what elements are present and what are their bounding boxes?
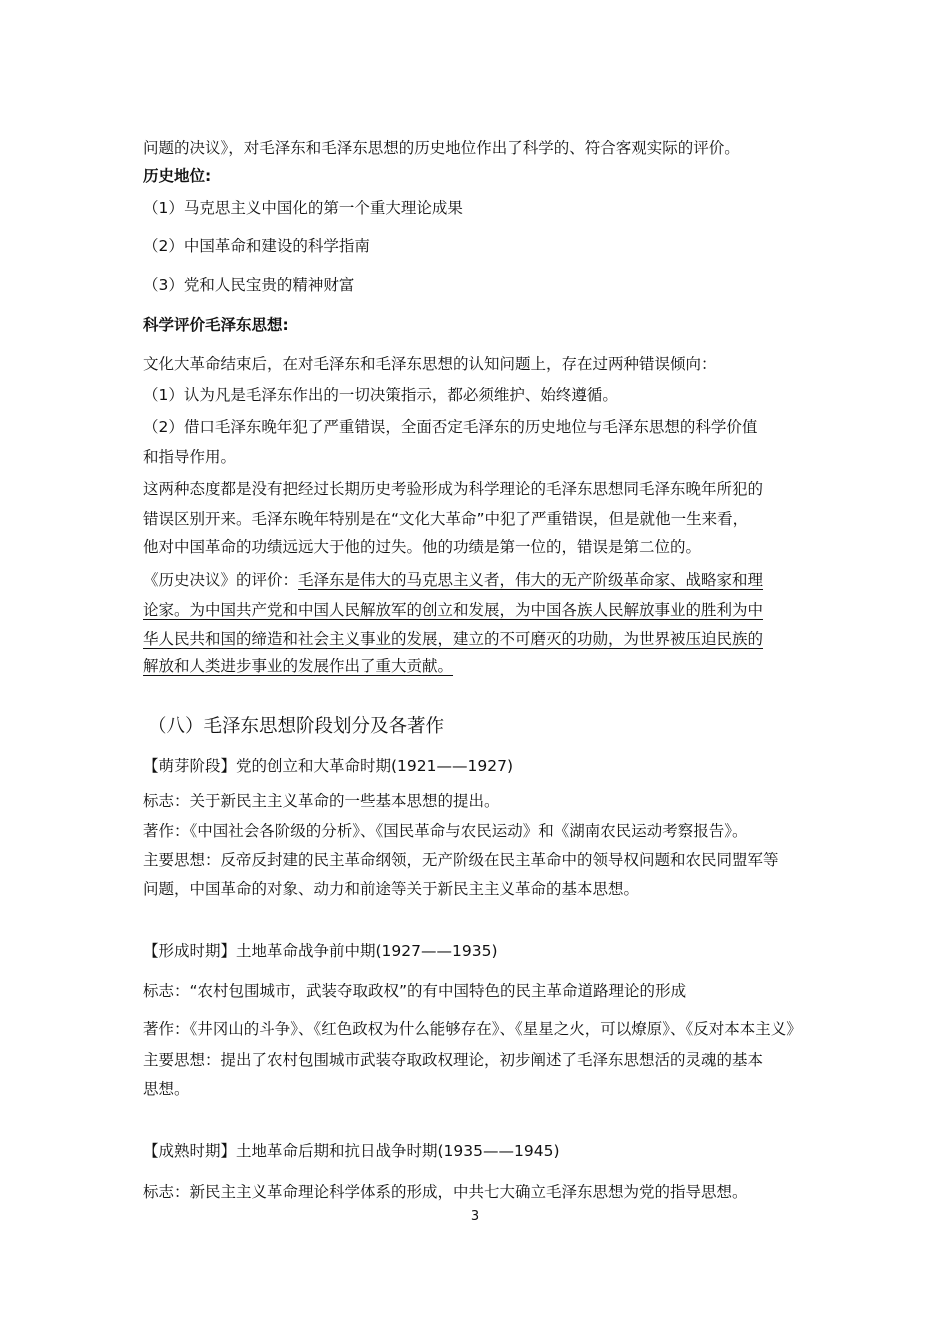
text-line: 主要思想：反帝反封建的民主革命纲领，无产阶级在民主革命中的领导权问题和农民同盟军等 (143, 851, 779, 869)
underlined-quote: 解放和人类进步事业的发展作出了重大贡献。 (143, 657, 454, 675)
heading-historical-status: 历史地位: (143, 167, 212, 185)
section-heading: （八）毛泽东思想阶段划分及各著作 (148, 716, 445, 737)
list-item: （2）中国革命和建设的科学指南 (143, 237, 370, 255)
text-line: 他对中国革命的功绩远远大于他的过失。他的功绩是第一位的，错误是第二位的。 (143, 538, 702, 556)
underlined-quote: 毛泽东是伟大的马克思主义者，伟大的无产阶级革命家、战略家和理 (298, 571, 764, 589)
stage-title: 【成熟时期】土地革命后期和抗日战争时期(1935——1945) (143, 1142, 560, 1160)
list-item: （1）马克思主义中国化的第一个重大理论成果 (143, 199, 463, 217)
text-line: 著作：《井冈山的斗争》、《红色政权为什么能够存在》、《星星之火，可以燎原》、《反对本本主义》 (143, 1020, 802, 1038)
underlined-quote: 论家。为中国共产党和中国人民解放军的创立和发展，为中国各族人民解放事业的胜利为中 (143, 601, 764, 619)
list-item: （1）认为凡是毛泽东作出的一切决策指示，都必须维护、始终遵循。 (143, 386, 618, 404)
page-number: 3 (470, 1209, 480, 1224)
text-line: 这两种态度都是没有把经过长期历史考验形成为科学理论的毛泽东思想同毛泽东晚年所犯的 (143, 480, 764, 498)
text-line (143, 570, 763, 590)
text-line: 标志：关于新民主主义革命的一些基本思想的提出。 (143, 792, 500, 810)
text-line: 和指导作用。 (143, 448, 237, 466)
underlined-quote: 华人民共和国的缔造和社会主义事业的发展，建立的不可磨灭的功勋，为世界被压迫民族的 (143, 630, 764, 648)
resolution-lead: 《历史决议》的评价： (143, 571, 299, 589)
text-line: 问题的决议》，对毛泽东和毛泽东思想的历史地位作出了科学的、符合客观实际的评价。 (143, 139, 740, 157)
text-line: 思想。 (143, 1080, 190, 1098)
stage-title: 【形成时期】土地革命战争前中期(1927——1935) (143, 942, 498, 960)
heading-scientific-evaluation: 科学评价毛泽东思想: (143, 316, 289, 334)
text-line: 标志：新民主主义革命理论科学体系的形成，中共七大确立毛泽东思想为党的指导思想。 (143, 1183, 748, 1201)
text-line: 主要思想：提出了农村包围城市武装夺取政权理论，初步阐述了毛泽东思想活的灵魂的基本 (143, 1051, 764, 1069)
list-item: （3）党和人民宝贵的精神财富 (143, 276, 355, 294)
text-line: 问题，中国革命的对象、动力和前途等关于新民主主义革命的基本思想。 (143, 880, 640, 898)
text-line: 文化大革命结束后，在对毛泽东和毛泽东思想的认知问题上，存在过两种错误倾向： (143, 355, 717, 373)
text-line: 著作：《中国社会各阶级的分析》、《国民革命与农民运动》和《湖南农民运动考察报告》。 (143, 822, 748, 840)
stage-title: 【萌芽阶段】党的创立和大革命时期(1921——1927) (143, 757, 513, 775)
list-item: （2）借口毛泽东晚年犯了严重错误，全面否定毛泽东的历史地位与毛泽东思想的科学价值 (143, 418, 758, 436)
text-line: 标志：“农村包围城市，武装夺取政权”的有中国特色的民主革命道路理论的形成 (143, 982, 687, 1000)
text-line: 错误区别开来。毛泽东晚年特别是在“文化大革命”中犯了严重错误，但是就他一生来看， (143, 510, 749, 528)
